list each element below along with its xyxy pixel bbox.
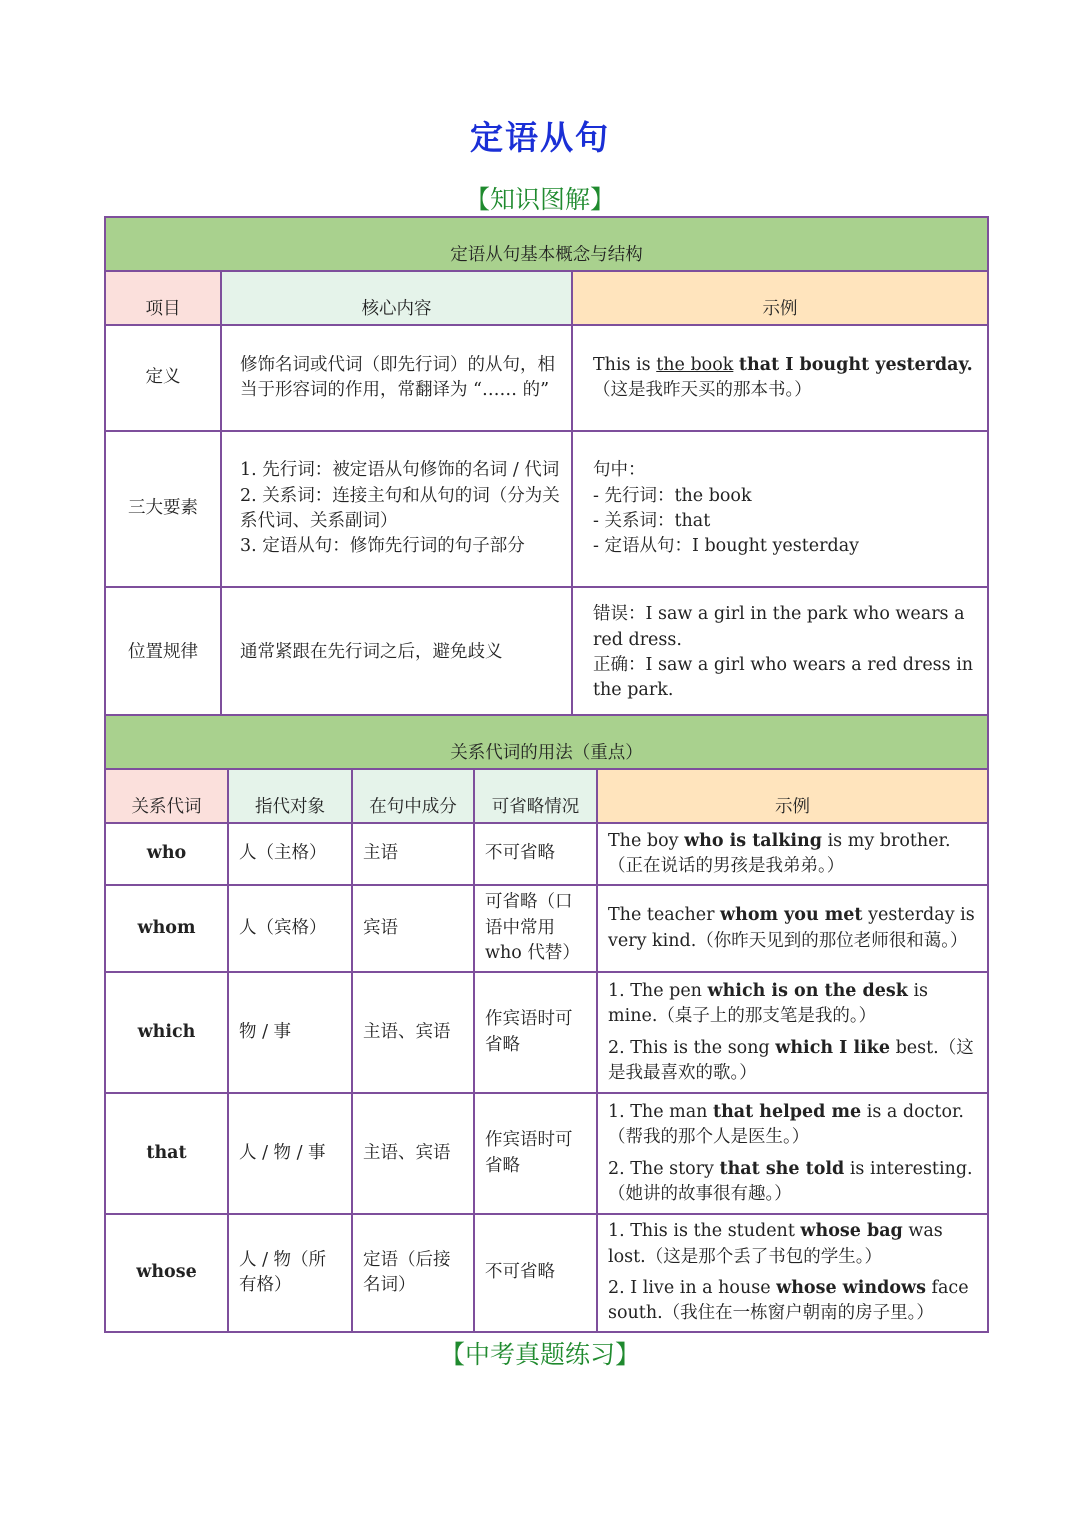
table-row [105,1214,988,1332]
example-text: face south.（我住在一栋窗户朝南的房子里。） [608,1278,969,1324]
clause-bold: whose bag [800,1221,903,1242]
example-text: is my brother.（正在说话的男孩是我弟弟。） [608,830,951,876]
example-text: is interesting.（她讲的故事很有趣。） [608,1158,973,1204]
example-item [608,1276,977,1327]
three-elements-example [572,431,988,587]
role-cell: 宾语 [352,885,474,972]
row-label-definition: 定义 [105,325,221,431]
clause-bold: whose windows [776,1278,926,1298]
example-text: best.（这是我最喜欢的歌。） [608,1037,974,1083]
example-item [608,1036,977,1087]
example-item [608,1219,977,1270]
relative-pronoun-table [104,714,989,1333]
example-cell [597,1214,988,1332]
element-item: 1. 先行词：被定语从句修饰的名词 / 代词 [240,460,560,481]
example-cell [597,1093,988,1214]
pronoun-whom: whom [105,885,228,972]
wrong-example: 错误：I saw a girl in the park who wears a red dress. [593,604,965,650]
position-example [572,587,988,719]
example-line: - 定语从句：I bought yesterday [593,536,860,557]
example-item [608,1157,977,1208]
omit-cell: 不可省略 [474,823,597,885]
role-cell: 定语（后接名词） [352,1214,474,1332]
table-row [105,823,988,885]
element-item: 3. 定语从句：修饰先行词的句子部分 [240,536,525,557]
pronoun-that: that [105,1093,228,1214]
example-line: - 先行词：the book [593,485,752,506]
table-row [105,972,988,1093]
pronoun-whose: whose [105,1214,228,1332]
header-item: 项目 [105,271,221,325]
position-content: 通常紧跟在先行词之后，避免歧义 [221,587,572,719]
header-example: 示例 [597,769,988,823]
example-text: 1. The pen [608,980,708,1001]
example-text: is mine.（桌子上的那支笔是我的。） [608,980,929,1027]
example-text: 1. The man [608,1101,713,1122]
table2-banner: 关系代词的用法（重点） [105,715,988,769]
row-label-position: 位置规律 [105,587,221,719]
table-row [105,1093,988,1214]
role-cell: 主语、宾语 [352,972,474,1093]
clause-bold: which I like [775,1037,891,1058]
pronoun-which: which [105,972,228,1093]
example-translation: （这是我昨天买的那本书。） [593,380,812,400]
header-content: 核心内容 [221,271,572,325]
example-text: 2. I live in a house [608,1278,777,1298]
antecedent-underlined: the book [656,354,734,375]
example-text: is a doctor.（帮我的那个人是医生。） [608,1101,964,1148]
header-example: 示例 [572,271,988,325]
section-heading-practice: 【中考真题练习】 [439,1340,640,1369]
example-text: This is [593,354,657,375]
example-cell [597,885,988,972]
role-cell: 主语、宾语 [352,1093,474,1214]
example-text: The boy [608,830,685,851]
table-row [105,885,988,972]
example-cell [597,823,988,885]
row-label-three-elements: 三大要素 [105,431,221,587]
refers-cell: 物 / 事 [228,972,352,1093]
clause-bold: which is on the desk [707,980,908,1001]
example-line: - 关系词：that [593,511,711,531]
refers-cell: 人 / 物 / 事 [228,1093,352,1214]
correct-example: 正确：I saw a girl who wears a red dress in the park. [593,655,974,701]
header-pronoun: 关系代词 [105,769,228,823]
refers-cell: 人 / 物（所有格） [228,1214,352,1332]
pronoun-who: who [105,823,228,885]
definition-content: 修饰名词或代词（即先行词）的从句，相当于形容词的作用，常翻译为 “…… 的” [221,325,572,431]
example-text: yesterday is very kind.（你昨天见到的那位老师很和蔼。） [608,905,975,951]
element-item: 2. 关系词：连接主句和从句的词（分为关系代词、关系副词） [240,485,560,531]
omit-cell: 可省略（口语中常用 who 代替） [474,885,597,972]
example-item [608,1100,977,1151]
example-text: 2. The story [608,1158,720,1179]
clause-bold: whom you met [720,905,863,926]
header-role: 在句中成分 [352,769,474,823]
example-text: 2. This is the song [608,1037,776,1058]
example-cell [597,972,988,1093]
example-text: was lost.（这是那个丢了书包的学生。） [608,1221,943,1267]
clause-bold: who is talking [684,830,823,851]
omit-cell: 作宾语时可省略 [474,1093,597,1214]
clause-bold: that I bought yesterday. [738,354,973,375]
refers-cell: 人（主格） [228,823,352,885]
role-cell: 主语 [352,823,474,885]
omit-cell: 作宾语时可省略 [474,972,597,1093]
clause-bold: that helped me [712,1101,862,1122]
header-omit: 可省略情况 [474,769,597,823]
three-elements-content [221,431,572,587]
example-line: 句中： [593,460,646,481]
header-refers: 指代对象 [228,769,352,823]
refers-cell: 人（宾格） [228,885,352,972]
table1-banner: 定语从句基本概念与结构 [105,217,988,271]
example-text: 1. This is the student [608,1221,801,1242]
example-item [608,979,977,1030]
clause-bold: that she told [719,1158,845,1179]
section-heading-knowledge: 【知识图解】 [464,185,615,214]
example-text: The teacher [608,905,721,926]
concept-structure-table [104,216,989,720]
omit-cell: 不可省略 [474,1214,597,1332]
definition-example [572,325,988,431]
page-title: 定语从句 [470,118,610,157]
